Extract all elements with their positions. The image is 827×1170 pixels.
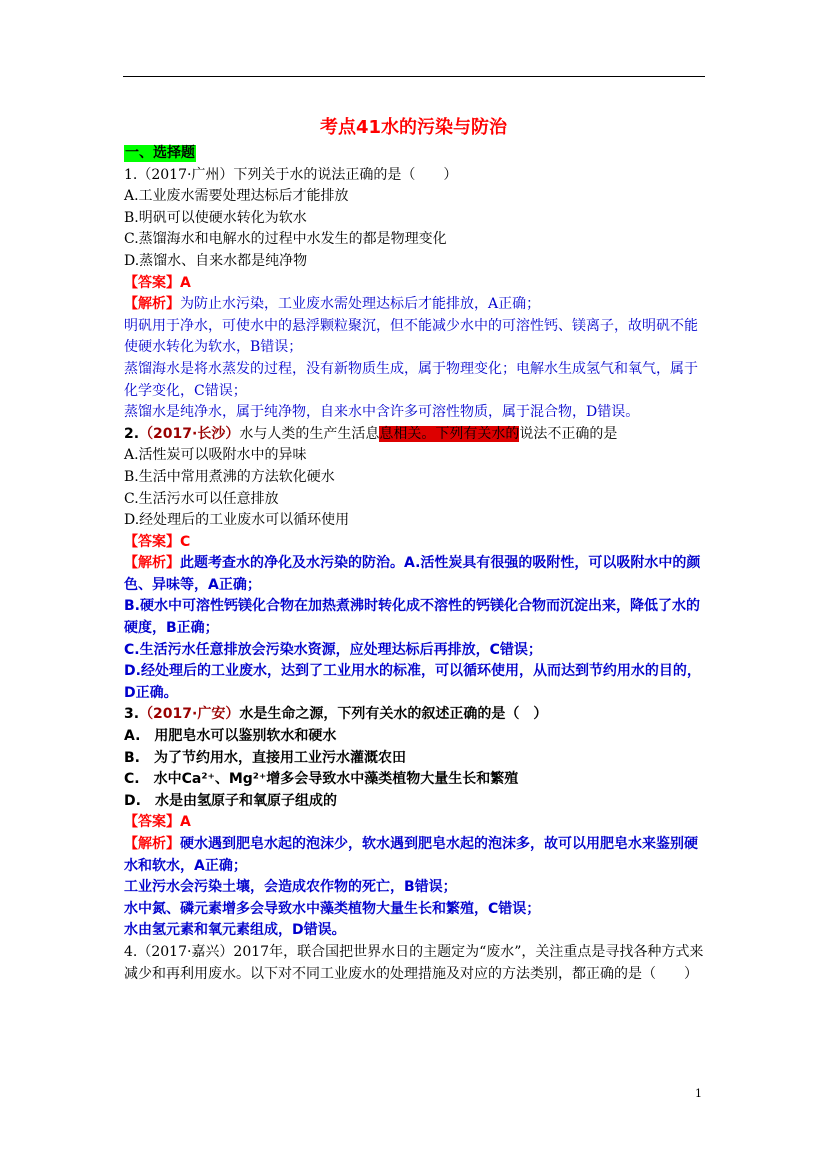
- question-1-option-c: C.蒸馏海水和电解水的过程中水发生的都是物理变化: [124, 231, 447, 248]
- question-1-option-a: A.工业废水需要处理达标后才能排放: [124, 188, 349, 205]
- question-3-source: （2017·广安）: [139, 706, 240, 723]
- question-2-answer: [124, 532, 706, 554]
- analysis-label: 【解析】: [124, 555, 180, 572]
- question-3-analysis-4: 水由氢元素和氧元素组成，D错误。: [124, 922, 346, 939]
- question-3-analysis-2: 工业污水会污染土壤，会造成农作物的死亡，B错误；: [124, 879, 457, 896]
- answer-label: 【答案】: [124, 274, 180, 291]
- question-1-analysis-2: 明矾用于净水，可使水中的悬浮颗粒聚沉，但不能减少水中的可溶性钙、镁离子，故明矾不能使硬水转化为软水，B错误；: [124, 317, 698, 356]
- question-2-option-d: D.经处理后的工业废水可以循环使用: [124, 512, 350, 529]
- page-number: 1: [695, 1087, 702, 1100]
- answer-value: A: [180, 814, 191, 831]
- analysis-label: 【解析】: [124, 836, 180, 852]
- question-1-option-d: D.蒸馏水、自来水都是纯净物: [124, 252, 308, 269]
- question-1-stem: 1.（2017·广州）下列关于水的说法正确的是（ ）: [124, 166, 458, 183]
- question-2-stem: 2.（2017·长沙）水与人类的生产生活息息相关。下列有关水的说法不正确的是: [124, 425, 618, 442]
- question-2-option-c: C.生活污水可以任意排放: [124, 490, 279, 507]
- question-3-analysis-3: 水中氮、磷元素增多会导致水中藻类植物大量生长和繁殖，C错误；: [124, 900, 541, 917]
- question-1-option-b: B.明矾可以使硬水转化为软水: [124, 209, 307, 226]
- question-3-answer: [124, 812, 706, 834]
- section-label: 一、选择题: [125, 145, 195, 161]
- question-1-analysis-1: 【解析】为防止水污染，工业废水需处理达标后才能排放，A正确；: [124, 296, 541, 313]
- question-3-option-d: D. 水是由氢原子和氧原子组成的: [124, 792, 337, 809]
- question-2-analysis-2: B.硬水中可溶性钙镁化合物在加热煮沸时转化成不溶性的钙镁化合物而沉淀出来，降低了水的硬度，B正确；: [124, 598, 700, 637]
- question-3-option-c: C. 水中Ca²⁺、Mg²⁺增多会导致水中藻类植物大量生长和繁殖: [124, 771, 519, 788]
- highlight: 息相关。下列有关水的: [379, 425, 520, 442]
- question-1-analysis-4: 蒸馏水是纯净水，属于纯净物，自来水中含许多可溶性物质，属于混合物，D错误。: [124, 404, 640, 421]
- question-1-answer: [124, 273, 706, 295]
- question-1-analysis-3: 蒸馏海水是将水蒸发的过程，没有新物质生成，属于物理变化；电解水生成氢气和氧气，属于化学变化，C错误；: [124, 360, 698, 399]
- question-4-stem: 4.（2017·嘉兴）2017年，联合国把世界水日的主题定为“废水”，关注重点是寻找各种方式来减少和再利用废水。以下对不同工业废水的处理措施及对应的方法类别，都正确的是（ ）: [124, 943, 704, 982]
- question-2-option-b: B.生活中常用煮沸的方法软化硬水: [124, 468, 335, 485]
- question-2-option-a: A.活性炭可以吸附水中的异味: [124, 447, 307, 464]
- question-3-option-b: B. 为了节约用水，直接用工业污水灌溉农田: [124, 749, 406, 766]
- answer-label: 【答案】: [124, 533, 180, 550]
- question-3-analysis-1: 【解析】硬水遇到肥皂水起的泡沫少，软水遇到肥皂水起的泡沫多，故可以用肥皂水来鉴别硬水和软水，A正确；: [124, 836, 698, 874]
- header-rule: [123, 76, 705, 77]
- answer-label: 【答案】: [124, 814, 180, 831]
- question-3-option-a: A. 用肥皂水可以鉴别软水和硬水: [124, 728, 337, 745]
- document-body: [124, 143, 706, 985]
- question-2-analysis-4: D.经处理后的工业废水，达到了工业用水的标准，可以循环使用，从而达到节约用水的目的，D正确。: [124, 663, 701, 701]
- page-title: 考点41水的污染与防治: [319, 117, 508, 138]
- question-2-source: （2017·长沙）: [139, 425, 240, 442]
- analysis-label: 【解析】: [124, 296, 180, 313]
- answer-value: A: [180, 274, 191, 291]
- answer-value: C: [180, 533, 191, 550]
- question-2-analysis-3: C.生活污水任意排放会污染水资源，应处理达标后再排放，C错误；: [124, 641, 542, 658]
- question-3-stem: 3.（2017·广安）水是生命之源，下列有关水的叙述正确的是（ ）: [124, 706, 548, 723]
- question-2-analysis-1: 【解析】此题考查水的净化及水污染的防治。A.活性炭具有很强的吸附性，可以吸附水中的颜色、异味等，A正确；: [124, 555, 701, 593]
